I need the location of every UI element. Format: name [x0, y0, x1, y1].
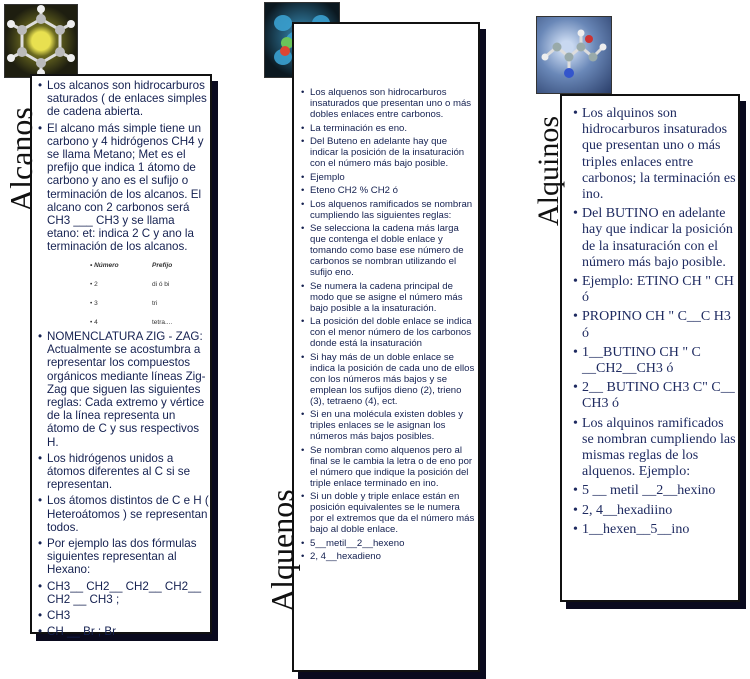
alcanos-item: • CH3__ CH2__ CH2__ CH2__ CH2 __ CH3 ; [47, 580, 209, 606]
alcanos-list [47, 79, 209, 257]
prefix-table-cell: • 3 [90, 300, 98, 307]
prefix-table-header: Prefijo [152, 262, 173, 269]
alcanos-item: • Los hidrógenos unidos a átomos diferentes al C si se representan. [47, 452, 209, 492]
alquinos-list [582, 106, 738, 541]
alquinos-item: • Los alquinos son hidrocarburos insaturados que presentan uno o más triples enlaces entre carbonos; la terminación es ino. [582, 106, 738, 203]
alquenos-item: • Del Buteno en adelante hay que indicar la posición de la insaturación con el número más bajo posible. [310, 136, 476, 169]
alquinos-item: • 1__BUTINO CH " C __CH2__CH3 ó [582, 345, 738, 377]
alquenos-item: • Si hay más de un doble enlace se indica la posición de cada uno de ellos con los números más bajos y se emplean los sufijos dieno (2), trieno (3), tetraeno (4), ect. [310, 352, 476, 407]
alquenos-panel [292, 22, 480, 672]
alquenos-item: • Se numera la cadena principal de modo que se asigne el número más bajo posible a la insaturación. [310, 281, 476, 314]
alquenos-item: • Los alquenos ramificados se nombran cumpliendo las siguientes reglas: [310, 199, 476, 221]
alquinos-item: • Ejemplo: ETINO CH " CH ó [582, 274, 738, 306]
prefix-table-cell: tri [152, 300, 158, 307]
alcanos-item: • El alcano más simple tiene un carbono y 4 hidrógenos CH4 y se llama Metano; Met es el prefijo que indica 1 átomo de carbono y ano es el sufijo o terminación de los alcanos. El alcano con 2 carbonos será CH3 ___ CH3 y se llama etano: et: indica 2 C y ano la terminación de los alcanos. [47, 122, 209, 254]
alquinos-item: • Del BUTINO en adelante hay que indicar la posición de la insaturación con el número más bajo posible. [582, 206, 738, 271]
alquinos-molecule-image [536, 16, 612, 94]
alquenos-item: • Los alquenos son hidrocarburos insaturados que presentan uno o más dobles enlaces entre carbonos. [310, 87, 476, 120]
alquenos-item: • La terminación es eno. [310, 123, 476, 134]
alquenos-item: • Ejemplo [310, 172, 476, 183]
prefix-table [50, 262, 210, 326]
alquinos-item: • Los alquinos ramificados se nombran cumpliendo las mismas reglas de los alquenos. Ejemplo: [582, 416, 738, 481]
prefix-table-cell: tetra.... [152, 319, 173, 326]
alcanos-item: • CH __ Br ; Br [47, 625, 209, 638]
alcanos-item: • Los átomos distintos de C e H ( Heteroátomos ) se representan todos. [47, 494, 209, 534]
alquenos-item: • La posición del doble enlace se indica con el menor número de los carbonos donde está la insaturación [310, 316, 476, 349]
alcanos-item: • NOMENCLATURA ZIG - ZAG: Actualmente se acostumbra a representar los compuestos orgánicos mediante líneas Zig-Zag que siguen las siguientes reglas: Cada extremo y vértice de la línea representa un átomo de C y sus respectivos H. [47, 330, 209, 449]
alquinos-item: • PROPINO CH " C__C H3 ó [582, 309, 738, 341]
alcanos-list-2 [47, 330, 209, 641]
alquinos-title: Alquinos [532, 115, 565, 226]
prefix-table-cell: di ó bi [152, 281, 170, 288]
alcanos-title: Alcanos [3, 107, 39, 212]
alcanos-item: • Los alcanos son hidrocarburos saturados ( de enlaces simples de cadena abierta. [47, 79, 209, 119]
alquenos-item: • Se nombran como alquenos pero al final se le cambia la letra o de eno por el número que indique la posición del triple enlace terminado en ino. [310, 445, 476, 489]
alquinos-item: • 5 __ metil __2__hexino [582, 483, 738, 499]
alquenos-item: • Eteno CH2 % CH2 ó [310, 185, 476, 196]
alquenos-list [310, 87, 476, 565]
alquenos-item: • 2, 4__hexadieno [310, 551, 476, 562]
alcanos-item: • Por ejemplo las dos fórmulas siguientes representan al Hexano: [47, 537, 209, 577]
alcanos-item: • CH3 [47, 609, 209, 622]
prefix-table-header: • Número [90, 262, 119, 269]
alquenos-item: • Si en una molécula existen dobles y triples enlaces se le asignan los números más bajos posibles. [310, 409, 476, 442]
prefix-table-cell: • 4 [90, 319, 98, 326]
alquenos-item: • 5__metil__2__hexeno [310, 538, 476, 549]
alquinos-item: • 1__hexen__5__ino [582, 522, 738, 538]
alquenos-item: • Si un doble y triple enlace están en posición equivalentes se le numera por el extremos que da el número más bajo al doble enlace. [310, 491, 476, 535]
alquenos-item: • Se selecciona la cadena más larga que contenga el doble enlace y tomando como base ese número de carbonos se nombran utilizando el sufijo eno. [310, 223, 476, 278]
alcanos-molecule-image [4, 4, 78, 78]
alquenos-title: Alquenos [264, 489, 300, 612]
prefix-table-cell: • 2 [90, 281, 98, 288]
alquinos-panel [560, 94, 740, 602]
alquinos-item: • 2__ BUTINO CH3 C" C__ CH3 ó [582, 380, 738, 412]
alquinos-item: • 2, 4__hexadiino [582, 503, 738, 519]
